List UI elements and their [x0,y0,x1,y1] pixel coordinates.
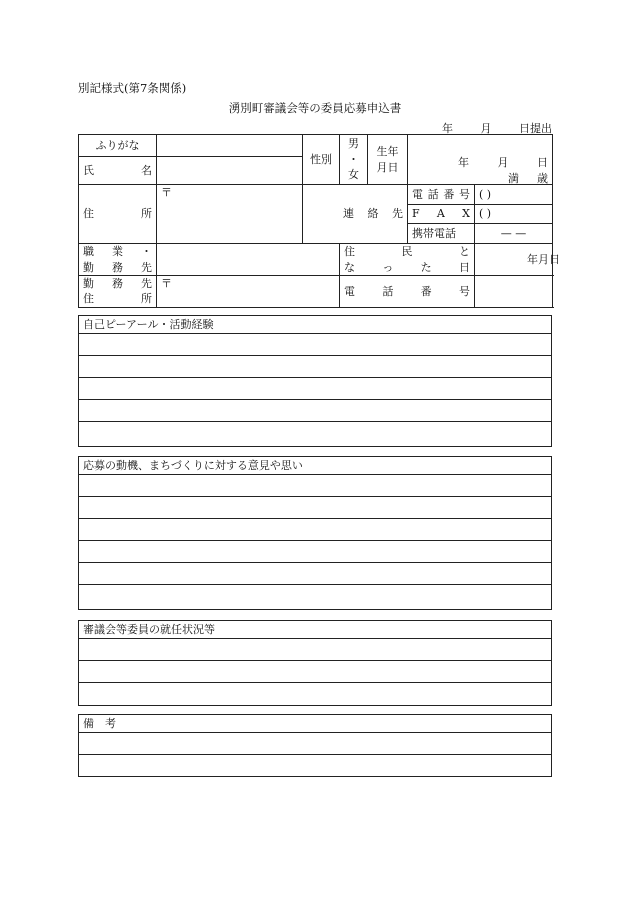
birth-month-unit: 月 [497,156,509,169]
self-pr-section [78,315,552,447]
fax-label: F A X [408,205,475,224]
birth-label-line1: 生年 [376,145,399,159]
writing-line[interactable] [79,639,551,661]
writing-line[interactable] [79,497,551,519]
address-label: 住 所 [79,185,157,244]
contact-label: 連 絡 先 [303,185,408,244]
writing-line[interactable] [79,683,551,705]
writing-line[interactable] [79,400,551,422]
phone-label: 電 話 番 号 [408,185,475,205]
gender-female: 女 [348,168,359,182]
gender-separator: ・ [348,152,359,166]
name-label: 氏 名 [79,157,157,185]
section-heading: 審議会等委員の就任状況等 [79,621,551,639]
writing-line[interactable] [79,422,551,444]
name-field[interactable] [157,157,303,185]
writing-line[interactable] [79,475,551,497]
document-title: 湧別町審議会等の委員応募申込書 [228,101,402,115]
writing-line[interactable] [79,378,551,400]
writing-line[interactable] [79,733,551,755]
address-field[interactable] [157,185,303,244]
age-unit: 歳 [537,172,548,185]
writing-line[interactable] [79,356,551,378]
work-address-field[interactable] [157,276,340,308]
submit-month: 月 [480,122,492,135]
motivation-section [78,456,552,610]
age-prefix: 満 [508,172,519,185]
writing-line[interactable] [79,541,551,563]
section-heading: 備 考 [79,715,551,733]
writing-line[interactable] [79,563,551,585]
submit-day: 日提出 [519,122,552,135]
birth-year-unit: 年 [458,156,469,169]
gender-label: 性別 [303,135,340,185]
submit-year: 年 [442,122,453,135]
gender-male: 男 [348,137,359,151]
phone-field[interactable]: ( ) [475,185,553,205]
furigana-field[interactable] [157,135,303,157]
residence-date-label: 住 民 と な っ た 日 [340,244,475,276]
form-number: 別記様式(第7条関係) [78,81,187,95]
fax-field[interactable]: ( ) [475,205,553,224]
work-postal-mark: 〒 [161,277,172,290]
birth-day-unit: 日 [537,156,548,169]
writing-line[interactable] [79,519,551,541]
residence-date-field[interactable]: 年 月 日 [475,244,553,276]
work-phone-label: 電 話 番 号 [340,276,475,308]
writing-line[interactable] [79,755,551,777]
occupation-field[interactable] [157,244,340,276]
section-heading: 自己ピーアール・活動経験 [79,316,551,334]
occupation-label: 職 業 ・ 勤 務 先 [79,244,157,276]
work-phone-field[interactable] [475,276,553,308]
remarks-section [78,714,552,777]
writing-line[interactable] [79,334,551,356]
writing-line[interactable] [79,585,551,607]
section-heading: 応募の動機、まちづくりに対する意見や思い [79,457,551,475]
applicant-info-table [78,134,560,308]
postal-mark: 〒 [161,186,172,199]
birthdate-label [368,135,408,185]
work-address-label: 勤 務 先 住 所 [79,276,157,308]
mobile-field[interactable]: — — [475,224,553,244]
gender-options[interactable] [340,135,368,185]
committee-status-section [78,620,552,706]
birth-label-line2: 月日 [376,160,399,174]
birthdate-field[interactable] [408,135,553,185]
mobile-label: 携帯電話 [408,224,475,244]
writing-line[interactable] [79,661,551,683]
furigana-label: ふりがな [79,135,157,157]
